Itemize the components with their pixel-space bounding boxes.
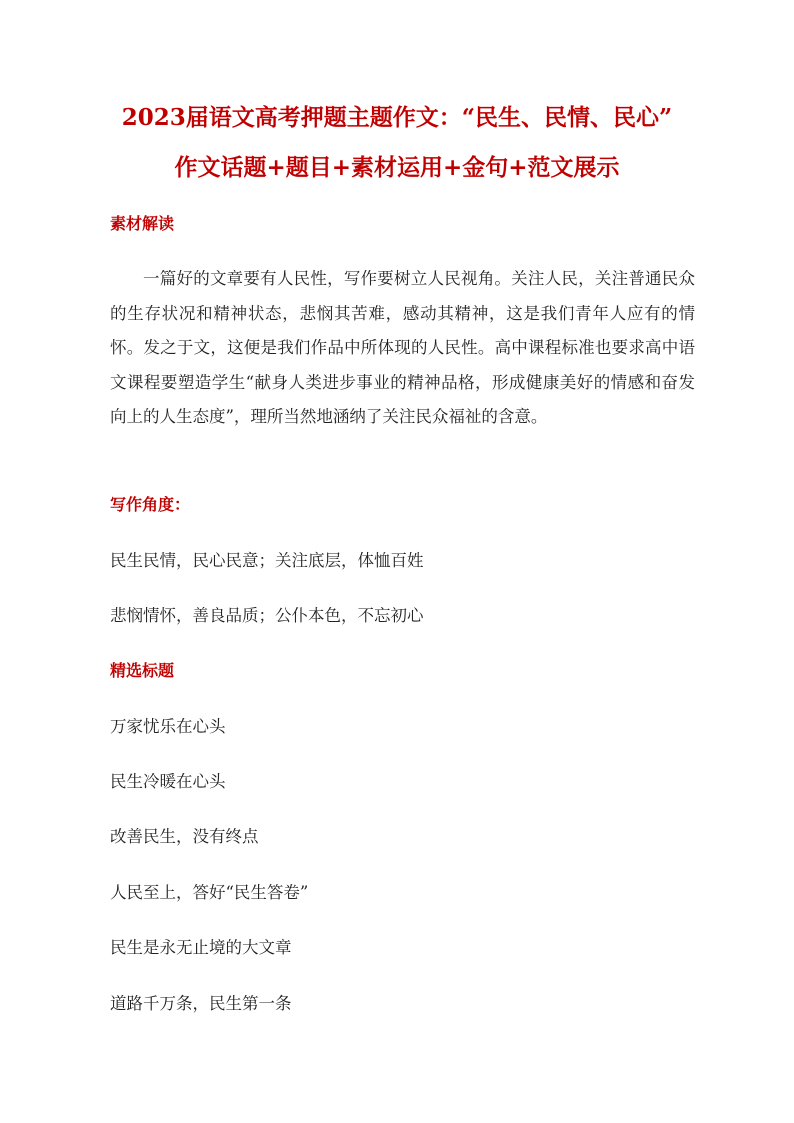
section-heading-material: 素材解读 (110, 214, 175, 233)
title-list-item: 人民至上，答好“民生答卷” (110, 883, 309, 902)
angle-line: 民生民情，民心民意；关注底层，体恤百姓 (110, 551, 424, 570)
section-heading-angles: 写作角度： (110, 495, 191, 514)
angle-line: 悲悯情怀，善良品质；公仆本色，不忘初心 (110, 606, 424, 625)
title-list-item: 改善民生，没有终点 (110, 827, 259, 846)
document-title-line-1: 2023届语文高考押题主题作文：“民生、民情、民心” (121, 104, 673, 131)
title-list-item: 道路千万条，民生第一条 (110, 994, 292, 1013)
document-title-line-2: 作文话题+题目+素材运用+金句+范文展示 (174, 154, 620, 181)
title-list-item: 民生冷暖在心头 (110, 772, 226, 791)
section-paragraph-material: 一篇好的文章要有人民性，写作要树立人民视角。关注人民，关注普通民众的生存状况和精神状态，悲悯其苦难，感动其精神，这是我们青年人应有的情怀。发之于文，这便是我们作品中所体现的人民性。高中课程标准也要求高中语文课程要塑造学生“献身人类进步事业的精神品格，形成健康美好的情感和奋发向上的人生态度”，理所当然地涵纳了关注民众福祉的含意。 (110, 269, 695, 426)
section-heading-titles: 精选标题 (110, 661, 175, 680)
title-list-item: 民生是永无止境的大文章 (110, 938, 292, 957)
title-list-item: 万家忧乐在心头 (110, 717, 226, 736)
